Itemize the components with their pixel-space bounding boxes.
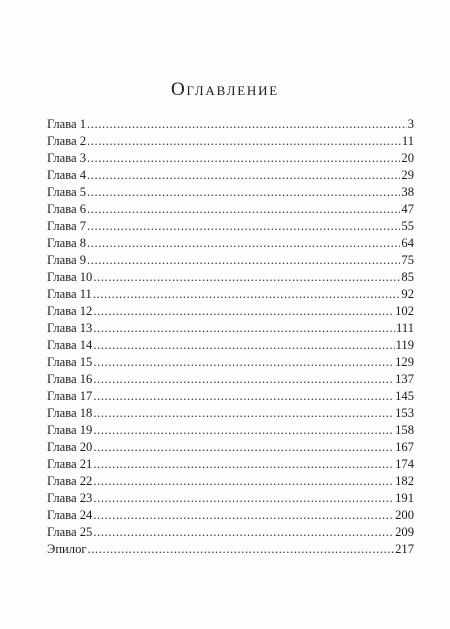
toc-entry [47,252,414,269]
toc-entry-label: Глава 8 [47,236,87,250]
toc-entry [47,456,414,473]
toc-entry [47,371,414,388]
toc-entry-label: Глава 22 [47,474,93,488]
toc-entry-label: Глава 14 [47,338,93,352]
toc-entry-page-number: 3 [407,117,414,131]
toc-entry-page-number: 182 [395,474,414,488]
toc-entry [47,337,414,354]
dot-leader [88,541,395,558]
dot-leader [93,320,395,337]
toc-entry-label: Глава 21 [47,457,93,471]
toc-entry-label: Глава 18 [47,406,93,420]
toc-entry-page-number: 145 [395,389,414,403]
toc-entry-label: Глава 5 [47,185,87,199]
toc-entry-page-number: 64 [401,236,414,250]
toc-entry-label: Глава 17 [47,389,93,403]
toc-entry-page-number: 29 [401,168,414,182]
toc-entry-label: Глава 2 [47,134,87,148]
dot-leader [93,456,394,473]
toc-entry-page-number: 85 [401,270,414,284]
page-title: Оглавление [170,79,280,100]
toc-entry-label: Глава 9 [47,253,87,267]
toc-entry-label: Глава 19 [47,423,93,437]
toc-entry [47,388,414,405]
dot-leader [87,133,401,150]
toc-entry-page-number: 209 [395,525,414,539]
dot-leader [93,354,394,371]
toc-entry [47,269,414,286]
dot-leader [93,371,394,388]
toc-entry-page-number: 137 [395,372,414,386]
toc-entry-page-number: 174 [395,457,414,471]
toc-entry-label: Глава 16 [47,372,93,386]
toc-entry-page-number: 191 [395,491,414,505]
toc-entry [47,439,414,456]
toc-entry-page-number: 11 [401,134,414,148]
toc-entry [47,320,414,337]
dot-leader [93,507,394,524]
dot-leader [93,473,394,490]
toc-entry-page-number: 167 [395,440,414,454]
toc-entry-label: Глава 6 [47,202,87,216]
toc-entry-page-number: 102 [395,304,414,318]
dot-leader [93,490,394,507]
toc-entry-page-number: 47 [401,202,414,216]
dot-leader [87,235,400,252]
toc-entry-label: Глава 3 [47,151,87,165]
toc-entry [47,490,414,507]
dot-leader [87,167,400,184]
dot-leader [93,388,394,405]
toc-entry-label: Глава 12 [47,304,93,318]
dot-leader [93,439,394,456]
toc-entry-page-number: 217 [395,542,414,556]
toc-entry-page-number: 55 [401,219,414,233]
toc-entry-label: Глава 23 [47,491,93,505]
toc-entry [47,116,414,133]
toc-entry-label: Глава 4 [47,168,87,182]
dot-leader [93,286,401,303]
dot-leader [93,303,394,320]
toc-entry-label: Глава 1 [47,117,87,131]
toc-entry [47,218,414,235]
toc-entry [47,133,414,150]
toc-entry-page-number: 119 [395,338,414,352]
dot-leader [93,337,394,354]
toc-entry-page-number: 153 [395,406,414,420]
table-of-contents [47,116,414,558]
toc-entry-label: Глава 13 [47,321,93,335]
toc-entry-label: Глава 10 [47,270,93,284]
dot-leader [93,524,394,541]
toc-entry-page-number: 111 [396,321,414,335]
toc-entry-page-number: 75 [401,253,414,267]
toc-entry [47,167,414,184]
toc-entry [47,235,414,252]
toc-entry-page-number: 38 [401,185,414,199]
toc-entry-page-number: 20 [401,151,414,165]
toc-entry [47,303,414,320]
toc-entry [47,354,414,371]
toc-entry-label: Эпилог [47,542,87,556]
dot-leader [87,116,407,133]
toc-entry [47,150,414,167]
toc-entry [47,422,414,439]
dot-leader [87,252,400,269]
toc-entry [47,201,414,218]
toc-entry-page-number: 129 [395,355,414,369]
toc-entry-label: Глава 24 [47,508,93,522]
toc-entry-label: Глава 25 [47,525,93,539]
toc-entry [47,541,414,558]
dot-leader [87,218,400,235]
toc-entry-page-number: 200 [395,508,414,522]
toc-entry-label: Глава 11 [47,287,92,301]
dot-leader [93,269,400,286]
toc-entry-label: Глава 20 [47,440,93,454]
dot-leader [87,184,400,201]
toc-entry [47,473,414,490]
toc-entry [47,507,414,524]
dot-leader [87,150,400,167]
toc-entry-label: Глава 7 [47,219,87,233]
toc-entry [47,524,414,541]
toc-entry-page-number: 92 [401,287,414,301]
dot-leader [87,201,400,218]
toc-entry [47,405,414,422]
dot-leader [93,422,394,439]
dot-leader [93,405,394,422]
toc-entry-page-number: 158 [395,423,414,437]
toc-entry-label: Глава 15 [47,355,93,369]
toc-entry [47,286,414,303]
toc-entry [47,184,414,201]
